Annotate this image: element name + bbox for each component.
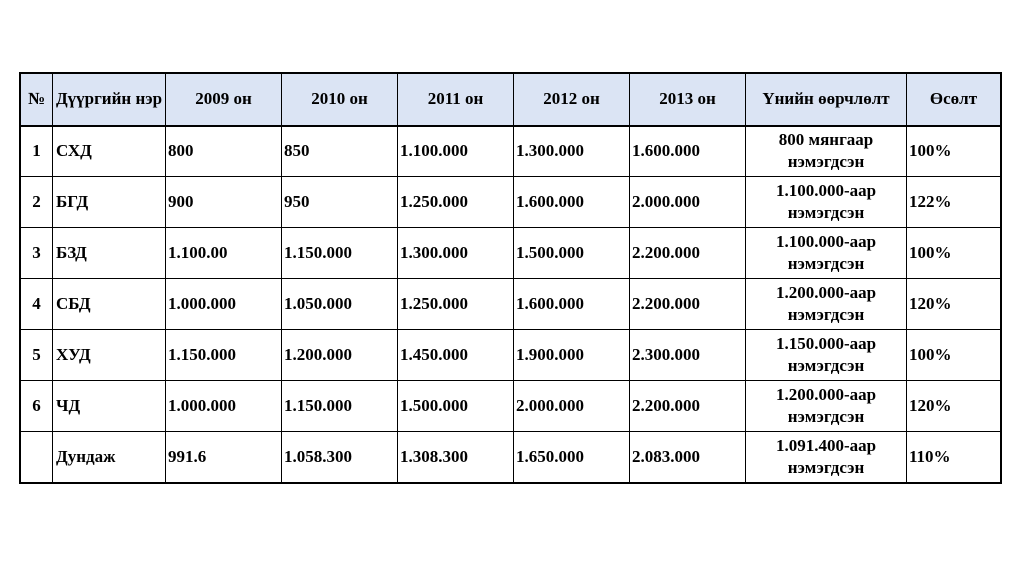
cell-growth: 120% — [907, 381, 1001, 432]
cell-district: ХУД — [53, 330, 166, 381]
header-year-2012: 2012 он — [514, 74, 630, 126]
cell-number: 6 — [21, 381, 53, 432]
cell-2011: 1.300.000 — [398, 228, 514, 279]
cell-2009: 1.150.000 — [166, 330, 282, 381]
cell-growth: 120% — [907, 279, 1001, 330]
table-row — [21, 330, 1001, 381]
cell-2011: 1.100.000 — [398, 126, 514, 177]
table-row — [21, 126, 1001, 177]
cell-price-change: 1.200.000-аар нэмэгдсэн — [746, 279, 907, 330]
cell-2010: 1.058.300 — [282, 432, 398, 483]
cell-district: БЗД — [53, 228, 166, 279]
cell-growth: 110% — [907, 432, 1001, 483]
cell-2009: 991.6 — [166, 432, 282, 483]
cell-2010: 1.150.000 — [282, 228, 398, 279]
cell-2011: 1.250.000 — [398, 177, 514, 228]
header-row — [21, 74, 1001, 126]
table-row — [21, 381, 1001, 432]
cell-number — [21, 432, 53, 483]
header-number: № — [21, 74, 53, 126]
cell-2011: 1.500.000 — [398, 381, 514, 432]
cell-2012: 1.650.000 — [514, 432, 630, 483]
cell-price-change: 1.200.000-аар нэмэгдсэн — [746, 381, 907, 432]
cell-2013: 2.300.000 — [630, 330, 746, 381]
cell-2013: 2.000.000 — [630, 177, 746, 228]
cell-2013: 1.600.000 — [630, 126, 746, 177]
cell-2013: 2.083.000 — [630, 432, 746, 483]
header-year-2009: 2009 он — [166, 74, 282, 126]
header-year-2010: 2010 он — [282, 74, 398, 126]
cell-2013: 2.200.000 — [630, 279, 746, 330]
cell-growth: 100% — [907, 126, 1001, 177]
cell-2012: 1.900.000 — [514, 330, 630, 381]
header-year-2011: 2011 он — [398, 74, 514, 126]
header-growth: Өсөлт — [907, 74, 1001, 126]
cell-number: 1 — [21, 126, 53, 177]
cell-number: 2 — [21, 177, 53, 228]
cell-district: Дундаж — [53, 432, 166, 483]
cell-2009: 1.000.000 — [166, 381, 282, 432]
cell-2010: 1.150.000 — [282, 381, 398, 432]
header-district-name: Дүүргийн нэр — [53, 74, 166, 126]
cell-price-change: 1.100.000-аар нэмэгдсэн — [746, 177, 907, 228]
cell-2010: 1.200.000 — [282, 330, 398, 381]
cell-price-change: 800 мянгаар нэмэгдсэн — [746, 126, 907, 177]
cell-2010: 950 — [282, 177, 398, 228]
price-table — [20, 73, 1001, 483]
cell-number: 5 — [21, 330, 53, 381]
cell-district: СХД — [53, 126, 166, 177]
cell-district: ЧД — [53, 381, 166, 432]
cell-2013: 2.200.000 — [630, 228, 746, 279]
table-row — [21, 177, 1001, 228]
cell-growth: 100% — [907, 330, 1001, 381]
table-body — [21, 126, 1001, 483]
cell-2011: 1.450.000 — [398, 330, 514, 381]
table-row — [21, 228, 1001, 279]
cell-2009: 1.100.00 — [166, 228, 282, 279]
cell-2009: 1.000.000 — [166, 279, 282, 330]
header-price-change: Үнийн өөрчлөлт — [746, 74, 907, 126]
cell-number: 4 — [21, 279, 53, 330]
cell-number: 3 — [21, 228, 53, 279]
cell-2009: 900 — [166, 177, 282, 228]
cell-district: БГД — [53, 177, 166, 228]
cell-2010: 1.050.000 — [282, 279, 398, 330]
cell-2012: 1.300.000 — [514, 126, 630, 177]
cell-2012: 1.600.000 — [514, 279, 630, 330]
cell-price-change: 1.091.400-аар нэмэгдсэн — [746, 432, 907, 483]
cell-2009: 800 — [166, 126, 282, 177]
cell-2012: 1.600.000 — [514, 177, 630, 228]
cell-district: СБД — [53, 279, 166, 330]
table-row — [21, 432, 1001, 483]
cell-2012: 2.000.000 — [514, 381, 630, 432]
table-row — [21, 279, 1001, 330]
cell-price-change: 1.100.000-аар нэмэгдсэн — [746, 228, 907, 279]
cell-2012: 1.500.000 — [514, 228, 630, 279]
cell-2011: 1.308.300 — [398, 432, 514, 483]
cell-2013: 2.200.000 — [630, 381, 746, 432]
cell-price-change: 1.150.000-аар нэмэгдсэн — [746, 330, 907, 381]
header-year-2013: 2013 он — [630, 74, 746, 126]
cell-2010: 850 — [282, 126, 398, 177]
cell-growth: 100% — [907, 228, 1001, 279]
cell-growth: 122% — [907, 177, 1001, 228]
cell-2011: 1.250.000 — [398, 279, 514, 330]
